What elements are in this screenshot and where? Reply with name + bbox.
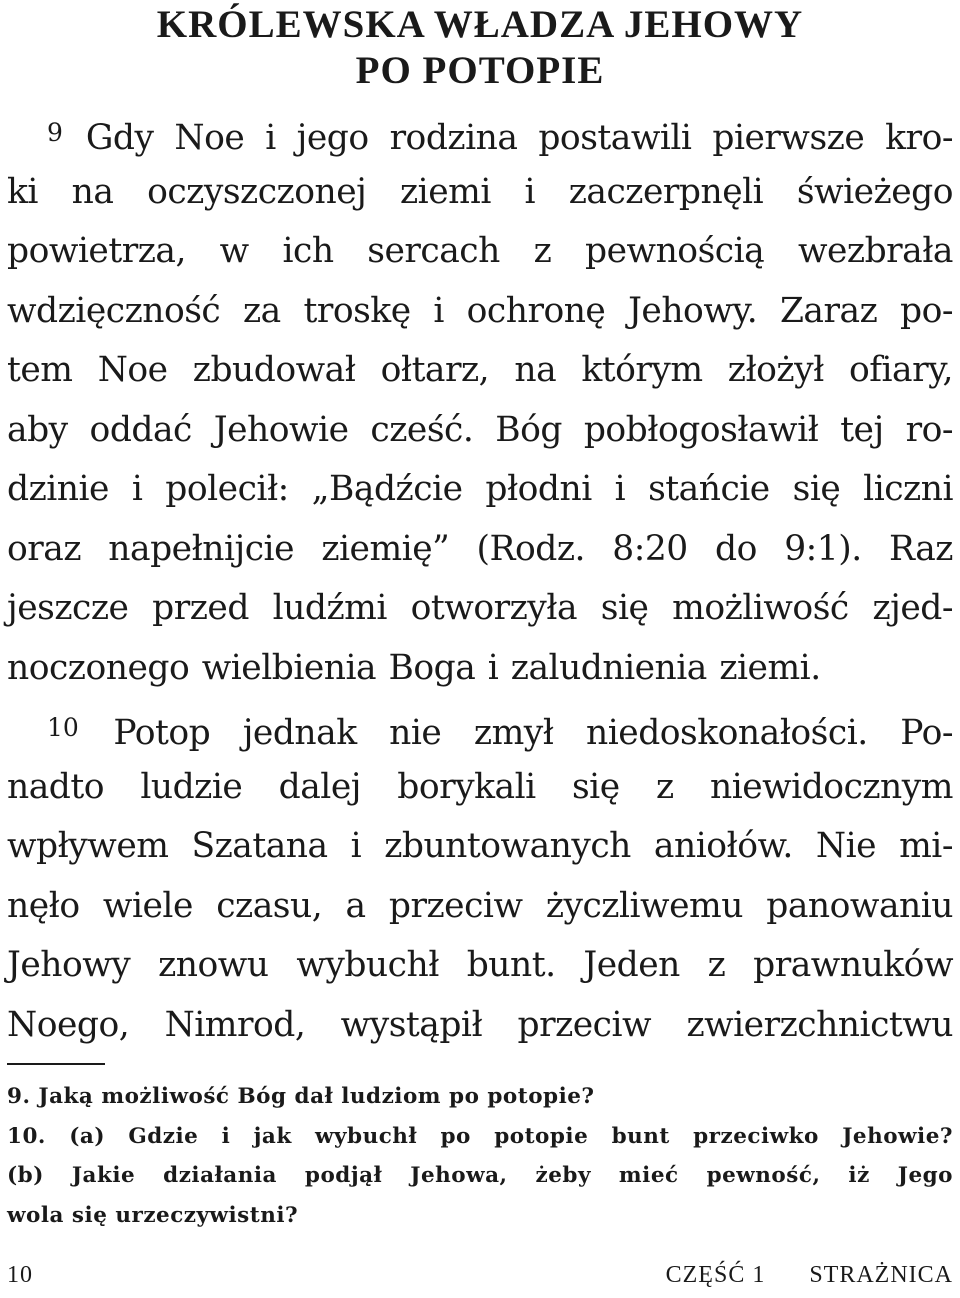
paragraph-number: 10 bbox=[47, 713, 79, 742]
question-line: 10. (a) Gdzie i jak wybuchł po potopie bunt przeciwko Jehowie? bbox=[7, 1123, 953, 1149]
paragraph-9 bbox=[7, 103, 953, 698]
paragraph-line: dzinie i polecił: „Bądźcie płodni i stańcie się liczni bbox=[7, 469, 953, 509]
paragraph-10 bbox=[7, 698, 953, 1055]
heading-line-1: KRÓLEWSKA WŁADZA JEHOWY bbox=[156, 3, 804, 46]
section-heading bbox=[7, 2, 953, 94]
paragraph-line: Noego, Nimrod, wystąpił przeciw zwierzchnictwu bbox=[7, 1004, 953, 1045]
footer-right bbox=[666, 1262, 953, 1289]
question-line: (b) Jakie działania podjął Jehowa, żeby mieć pewność, iż Jego bbox=[7, 1163, 953, 1188]
footer-part: CZĘŚĆ 1 bbox=[665, 1262, 766, 1288]
article-page bbox=[7, 0, 953, 1235]
footnote-divider bbox=[7, 1063, 105, 1065]
page-number: 10 bbox=[7, 1262, 33, 1288]
heading-line-2: PO POTOPIE bbox=[355, 49, 605, 92]
paragraph-line: tem Noe zbudował ołtarz, na którym złożył ofiary, bbox=[7, 350, 953, 390]
paragraph-line: powietrza, w ich sercach z pewnością wezbrała bbox=[7, 231, 953, 271]
paragraph-line: jeszcze przed ludźmi otworzyła się możliwość zjed- bbox=[7, 588, 953, 628]
paragraph-line: Jehowy znowu wybuchł bunt. Jeden z prawnuków bbox=[7, 945, 953, 985]
page-footer bbox=[7, 1262, 953, 1289]
paragraph-line: wpływem Szatana i zbuntowanych aniołów. Nie mi- bbox=[7, 826, 953, 866]
paragraph-line bbox=[7, 698, 953, 758]
paragraph-line: oraz napełnijcie ziemię” (Rodz. 8:20 do 9:1). Raz bbox=[7, 528, 953, 569]
paragraph-line: wdzięczność za troskę i ochronę Jehowy. Zaraz po- bbox=[7, 290, 953, 331]
paragraph-line: noczonego wielbienia Boga i zaludnienia ziemi. bbox=[7, 647, 821, 688]
paragraph-line: aby oddać Jehowie cześć. Bóg pobłogosławił tej ro- bbox=[7, 409, 953, 450]
paragraph-line: nęło wiele czasu, a przeciw życzliwemu panowaniu bbox=[7, 885, 953, 926]
paragraph-line bbox=[7, 103, 953, 163]
study-questions bbox=[7, 1077, 953, 1235]
paragraph-line-text: Potop jednak nie zmył niedoskonałości. Po- bbox=[113, 713, 953, 753]
paragraph-line-text: Gdy Noe i jego rodzina postawili pierwsze kro- bbox=[85, 118, 954, 158]
footer-publication: STRAŻNICA bbox=[809, 1262, 953, 1288]
paragraph-line: ki na oczyszczonej ziemi i zaczerpnęli świeżego bbox=[7, 171, 953, 212]
question-line: wola się urzeczywistni? bbox=[7, 1202, 299, 1228]
paragraph-line: nadto ludzie dalej borykali się z niewidocznym bbox=[7, 766, 953, 807]
question-line: 9. Jaką możliwość Bóg dał ludziom po potopie? bbox=[7, 1084, 595, 1109]
paragraph-number: 9 bbox=[47, 118, 63, 147]
